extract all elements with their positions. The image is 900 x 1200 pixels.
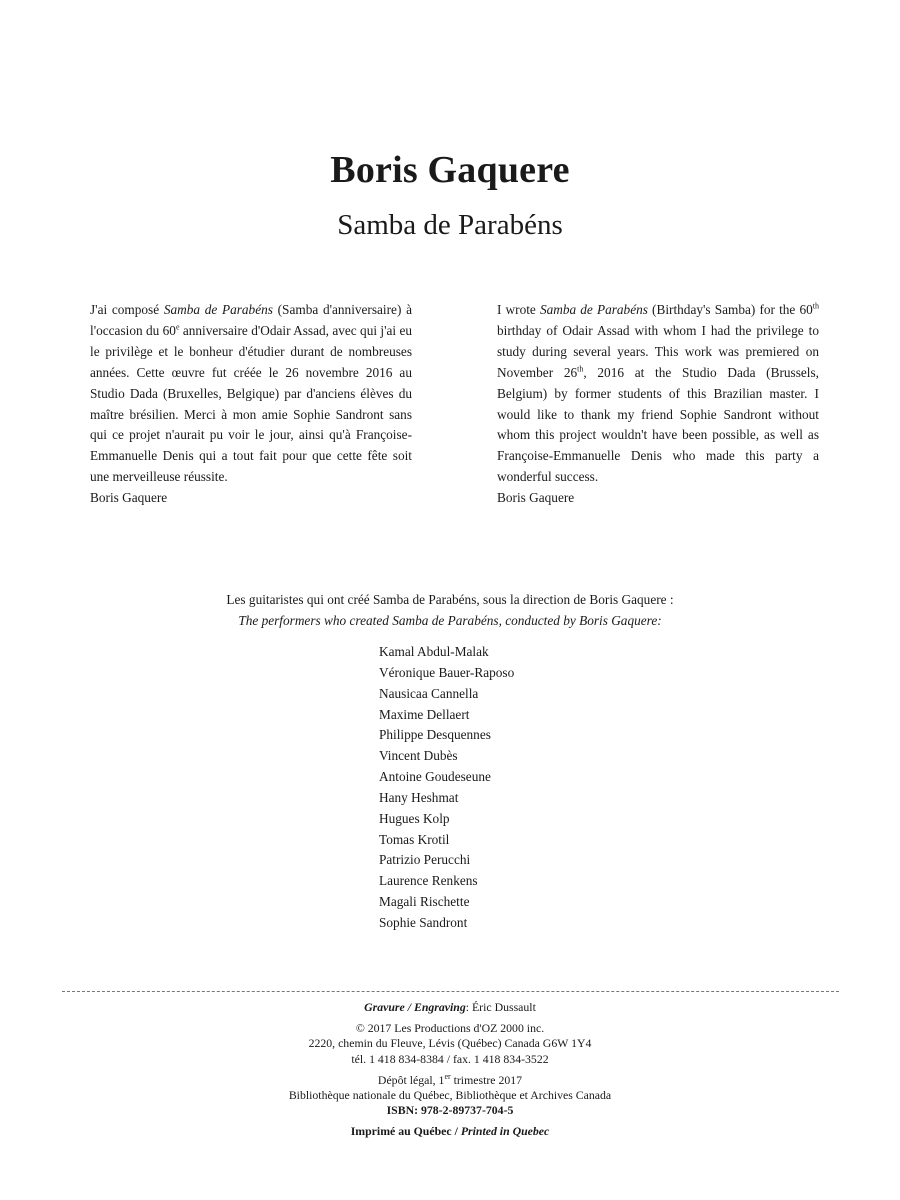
list-item: Sophie Sandront (379, 914, 468, 930)
list-item: Antoine Goudeseune (379, 769, 491, 785)
list-item: Laurence Renkens (379, 873, 478, 889)
performers-intro-english: The performers who created Samba de Parabéns, conducted by Boris Gaquere: (238, 612, 662, 628)
notes-french (90, 300, 412, 509)
isbn: ISBN: 978-2-89737-704-5 (386, 1103, 514, 1118)
work-title: Samba de Parabéns (337, 209, 563, 241)
notes-english (497, 300, 819, 509)
list-item: Véronique Bauer-Raposo (379, 664, 515, 680)
notes-french-paragraph: J'ai composé Samba de Parabéns (Samba d'anniversaire) à l'occasion du 60e anniversaire d'Odair Assad, avec qui j'ai eu le privilège et le bonheur d'étudier durant de nombreuses années. Cette œuvre fut créée le 26 novembre 2016 au Studio Dada (Bruxelles, Belgique) par d'anciens élèves du maître brésilien. Merci à mon amie Sophie Sandront sans qui ce projet n'aurait pu voir le jour, ainsi qu'à Françoise-Emmanuelle Denis qui a tout fait pour que cette fête soit une merveilleuse réussite. (90, 302, 413, 485)
work-title-italic: Samba de Parabéns (539, 302, 648, 317)
engraving-credit: Gravure / Engraving: Éric Dussault (364, 1000, 536, 1014)
phone-fax: tél. 1 418 834-8384 / fax. 1 418 834-3522 (351, 1051, 549, 1066)
performers-list (379, 642, 679, 934)
list-item: Hugues Kolp (379, 810, 450, 826)
list-item: Philippe Desquennes (379, 727, 491, 743)
printed-in: Imprimé au Québec / Printed in Quebec (350, 1124, 550, 1139)
list-item: Hany Heshmat (379, 789, 459, 805)
signature-french: Boris Gaquere (90, 490, 168, 506)
work-title-italic: Samba de Parabéns (163, 302, 273, 317)
list-item: Tomas Krotil (379, 831, 450, 847)
list-item: Maxime Dellaert (379, 706, 470, 722)
library: Bibliothèque nationale du Québec, Bibliothèque et Archives Canada (288, 1088, 612, 1103)
address: 2220, chemin du Fleuve, Lévis (Québec) Canada G6W 1Y4 (308, 1036, 592, 1051)
composer-name: Boris Gaquere (330, 149, 570, 191)
list-item: Magali Rischette (379, 894, 470, 910)
copyright: © 2017 Les Productions d'OZ 2000 inc. (355, 1021, 545, 1036)
divider (62, 991, 839, 992)
list-item: Nausicaa Cannella (379, 685, 479, 701)
list-item: Kamal Abdul-Malak (379, 644, 489, 659)
signature-english: Boris Gaquere (497, 490, 575, 506)
list-item: Patrizio Perucchi (379, 852, 471, 868)
performers-intro-french: Les guitaristes qui ont créé Samba de Parabéns, sous la direction de Boris Gaquere : (226, 592, 674, 607)
list-item: Vincent Dubès (379, 748, 458, 764)
colophon (0, 1000, 900, 1140)
performers-intro (0, 590, 900, 631)
legal-deposit: Dépôt légal, 1er trimestre 2017 (377, 1071, 523, 1087)
notes-english-paragraph: I wrote Samba de Parabéns (Birthday's Samba) for the 60th birthday of Odair Assad with whom I had the privilege to study during several years. This work was premiered on November 26th, 2016 at the Studio Dada (Brussels, Belgium) by former students of this Brazilian master. I would like to thank my friend Sophie Sandront without whom this project wouldn't have been possible, as well as Françoise-Emmanuelle Denis who made this party a wonderful success. (497, 301, 819, 485)
